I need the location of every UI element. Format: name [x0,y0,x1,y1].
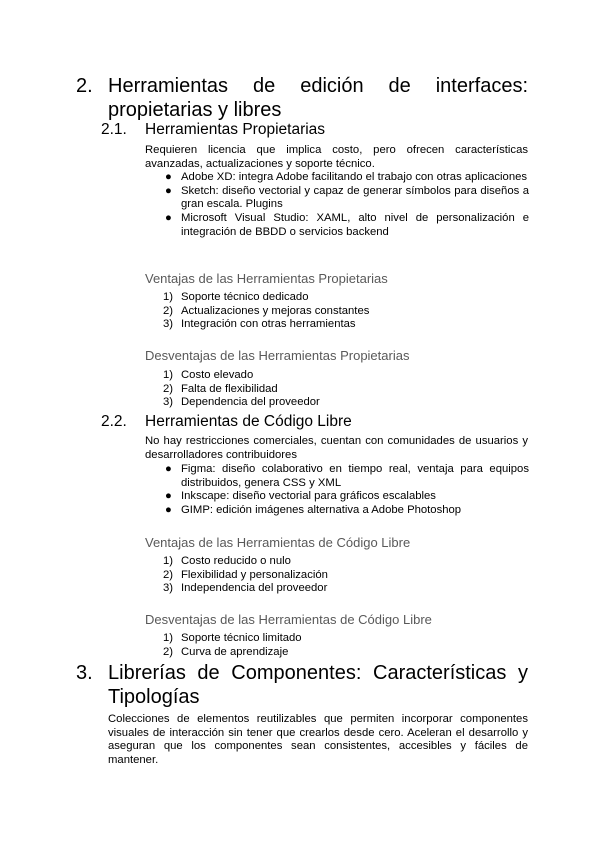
list-number: 3) [163,318,174,331]
open-source-advantages-heading: Ventajas de las Herramientas de Código Libre [145,535,411,550]
proprietary-advantages-list [145,291,525,332]
bullet-icon: ● [165,171,172,183]
section-3-paragraph: Colecciones de elementos reutilizables que permiten incorporar componentes visuales de interacción sin tener que crearlos desde cero. Aceleran el desarrollo y aseguran que los componentes sean consistentes, accesibles y fáciles de mantener. [108,713,528,767]
list-number: 2) [163,568,174,581]
list-number: 2) [163,304,174,317]
section-3-heading [76,661,528,709]
list-number: 2) [163,382,174,395]
proprietary-disadvantages-heading: Desventajas de las Herramientas Propietarias [145,348,410,363]
bullet-icon: ● [165,490,172,503]
list-item: 3) Independencia del proveedor [163,582,328,595]
open-source-disadvantages-list [145,632,525,659]
subsection-title: Herramientas Propietarias [145,121,326,138]
list-item: 1) Costo reducido o nulo [163,555,291,567]
list-item: 1) Soporte técnico limitado [163,632,302,644]
subsection-2-2-intro: No hay restricciones comerciales, cuentan con comunidades de usuarios y desarrolladores contribuidores [145,435,528,461]
section-number: 2. [76,75,93,97]
list-item: 1) Costo elevado [163,369,254,381]
list-item: ● Sketch: diseño vectorial y capaz de generar símbolos para diseños a gran escala. Plugins [165,184,529,211]
proprietary-advantages-heading: Ventajas de las Herramientas Propietarias [145,271,388,286]
section-title: Librerías de Componentes: Características y Tipologías [108,662,528,708]
list-item: ● GIMP: edición imágenes alternativa a Adobe Photoshop [165,504,462,517]
bullet-icon: ● [165,184,172,197]
list-item: 1) Soporte técnico dedicado [163,291,309,303]
list-item: ● Figma: diseño colaborativo en tiempo real, ventaja para equipos distribuidos, genera CSS y XML [165,463,529,489]
subsection-2-2-heading [101,412,531,431]
subsection-2-1-intro: Requieren licencia que implica costo, pero ofrecen características avanzadas, actualizaciones y soporte técnico. [145,144,528,170]
section-2-heading [76,74,528,122]
list-number: 1) [163,291,174,303]
list-number: 3) [163,582,174,595]
proprietary-tools-list [145,171,529,240]
open-source-tools-list [145,463,529,518]
proprietary-disadvantages-list [145,369,525,410]
section-title: Herramientas de edición de interfaces: propietarias y libres [108,75,528,121]
list-item: 2) Curva de aprendizaje [163,645,289,658]
list-number: 3) [163,396,174,409]
subsection-title: Herramientas de Código Libre [145,413,352,430]
list-item: 2) Flexibilidad y personalización [163,568,328,581]
open-source-advantages-list [145,555,525,596]
list-item: 3) Integración con otras herramientas [163,318,356,331]
list-number: 1) [163,632,174,644]
list-item: ● Microsoft Visual Studio: XAML, alto nivel de personalización e integración de BBDD o servicios backend [165,212,529,238]
subsection-number: 2.2. [101,413,127,430]
list-item: 2) Actualizaciones y mejoras constantes [163,304,370,317]
list-item: 2) Falta de flexibilidad [163,382,278,395]
bullet-icon: ● [165,463,172,475]
open-source-disadvantages-heading: Desventajas de las Herramientas de Código Libre [145,612,432,627]
bullet-icon: ● [165,212,172,225]
list-number: 2) [163,645,174,658]
bullet-icon: ● [165,504,172,517]
list-item: 3) Dependencia del proveedor [163,396,320,409]
list-item: ● Inkscape: diseño vectorial para gráficos escalables [165,490,436,503]
subsection-2-1-heading [101,120,531,139]
subsection-number: 2.1. [101,121,127,138]
section-number: 3. [76,662,93,684]
list-number: 1) [163,555,174,567]
list-item: ● Adobe XD: integra Adobe facilitando el trabajo con otras aplicaciones [165,171,528,183]
list-number: 1) [163,369,174,381]
